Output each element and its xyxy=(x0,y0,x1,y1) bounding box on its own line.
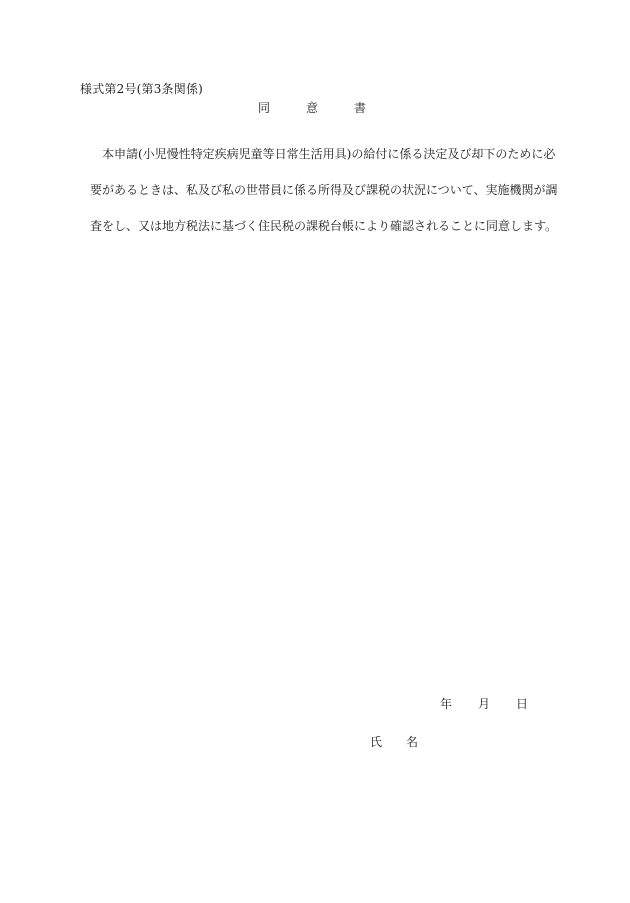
name-field xyxy=(370,733,418,750)
year-label: 年 xyxy=(440,697,453,711)
day-label: 日 xyxy=(516,697,529,711)
form-number-label: 様式第2号(第3条関係) xyxy=(80,82,204,96)
date-field xyxy=(440,695,528,712)
title-char: 書 xyxy=(354,101,367,115)
statement-line: 本申請(小児慢性特定疾病児童等日常生活用具)の給付に係る決定及び却下のために必 xyxy=(102,147,556,161)
name-label-char: 名 xyxy=(406,735,419,749)
statement-line: 要があるときは、私及び私の世帯員に係る所得及び課税の状況について、実施機関が調 xyxy=(90,183,558,197)
title-char: 意 xyxy=(306,101,319,115)
name-label-char: 氏 xyxy=(370,735,383,749)
title-char: 同 xyxy=(258,101,271,115)
document-title xyxy=(258,99,366,116)
statement-line: 査をし、又は地方税法に基づく住民税の課税台帳により確認されることに同意します。 xyxy=(90,219,558,233)
consent-statement xyxy=(90,145,560,253)
month-label: 月 xyxy=(478,697,491,711)
